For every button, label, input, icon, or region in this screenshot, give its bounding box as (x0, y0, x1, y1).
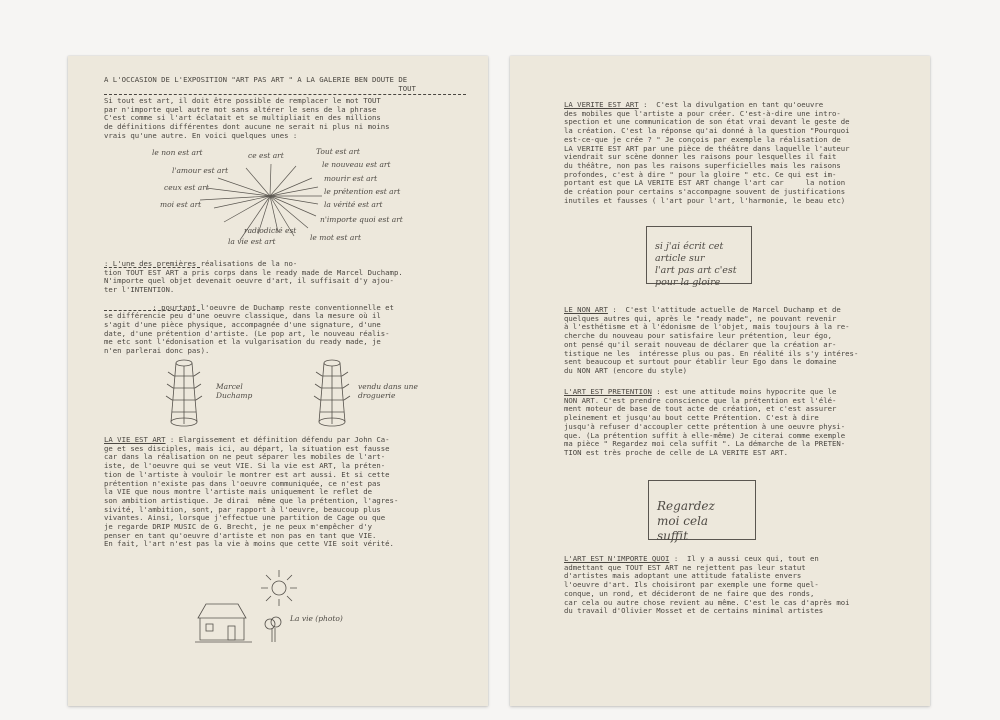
tout-est-art-paragraph: : L'une des premières réalisations de la no- tion TOUT EST ART a pris corps dans le ready made de Marcel Duchamp. N'importe quel objet devenait oeuvre d'art, il suffisait d'y ajou- ter l'INTENTION. : pourtant l'oeuvre de Duchamp reste conventionnelle et se différencie peu d'une oeuvre classique, dans la mesure où il s'agit d'une pièce physique, accompagnée d'une signature, d'une date, d'une prétention d'artiste. (Le pop art, le nouveau réalis- me etc sont l'édonisation et la vulgarisation du ready made, je n'en parlerai donc pas). (104, 259, 403, 356)
header-text: A L'OCCASION DE L'EXPOSITION "ART PAS ART " A LA GALERIE BEN DOUTE DE TOUT (104, 75, 416, 93)
label-mourir-est-art: mourir est art (324, 174, 378, 183)
label-tout-est-art: Tout est art (316, 147, 360, 156)
la-vie-photo-label: La vie (photo) (290, 614, 343, 623)
label-nimporte-quoi-est-art: n'importe quoi est art (320, 215, 403, 224)
label-mot-est-art: le mot est art (310, 233, 362, 242)
non-art-heading: LE NON ART (564, 305, 608, 314)
verite-handwritten-box (646, 226, 752, 288)
non-art-paragraph (564, 306, 858, 376)
left-page (68, 56, 488, 706)
la-vie-heading: LA VIE EST ART (104, 435, 166, 444)
label-vie-est-art: la vie est art (228, 237, 276, 246)
label-moi-est-art: moi est art (160, 200, 202, 209)
verite-heading: LA VERITE EST ART (564, 100, 639, 109)
intro-paragraph: Si tout est art, il doit être possible de remplacer le mot TOUT par n'importe quel autre mot sans altérer le sens de la phrase C'est comme si l'art éclatait et se multipliait en des millions de définitions différentes dont aucune ne serait ni plus ni moins vrais qu'une autre. En voici quelques unes : (104, 96, 390, 140)
la-vie-text: : Elargissement et définition défendu par John Ca- ge et ses disciples, mais ici, au départ, la situation est fausse car dans la réalisation on ne peut séparer les mobiles de l'art- iste, de l'oeuvre qui se veut VIE. Si la vie est ART, la préten- tion de l'artiste à vouloir le montrer est art aussi. Et si cette prétention n'existe pas dans l'oeuvre communiquée, ce n'est pas la VIE que nous montre l'artiste mais uniquement le reflet de son ambition artistique. Je dirai même que la prétention, l'agres- sivité, l'ambition, sont, par rapport à l'oeuvre, beaucoup plus vivantes. Ainsi, lorsque j'effectue une partition de Cage ou que je regarde DRIP MUSIC de G. Brecht, je ne peux m'empêcher d'y penser en tant qu'oeuvre d'artiste et non pas en tant que VIE. En fait, l'art n'est pas la vie à moins que cette VIE soit vérité. (104, 435, 399, 549)
bottle-rack-sketch-2 (312, 358, 352, 428)
pretention-text: : est une attitude moins hypocrite que le NON ART. C'est prendre conscience que la prétention est l'élé- ment moteur de base de tout acte de création, et c'est assurer pleinement et jusqu'au bout cette Prétention. C'est à dire jusqu'à refuser d'accoupler cette prétention à une oeuvre physi- que. (La prétention suffit à elle-même) Je citerai comme exemple ma pièce " Regardez moi cela suffit ". La démarche de la PRETEN- TION est très proche de celle de LA VERITE EST ART. (564, 387, 846, 457)
nimporte-heading: L'ART EST N'IMPORTE QUOI (564, 554, 670, 563)
label-ego-est-art: ce est art (248, 151, 284, 160)
pretention-paragraph (564, 388, 845, 458)
right-page (510, 56, 930, 706)
label-ceux-est-art: ceux est art (164, 183, 209, 192)
nimporte-paragraph (564, 555, 850, 616)
nimporte-text: : Il y a aussi ceux qui, tout en admettant que TOUT EST ART ne rejettent pas leur statut d'artistes mais adoptant une attitude fataliste envers l'oeuvre d'art. Ils choisiront par exemple une forme quel- conque, un rond, et décideront de ne faire que des ronds, car cela ou autre chose revient au même. C'est le cas d'après moi du travail d'Olivier Mosset et de certains minimal artistes (564, 554, 850, 616)
bottle-rack-sketch-1 (164, 358, 204, 428)
label-nouveau-est-art: le nouveau est art (322, 160, 391, 169)
verite-text: : C'est la divulgation en tant qu'oeuvre des mobiles que l'artiste a pour créer. C'est-à-dire une intro- spection et une communication de son état vrai devant le geste de la création. C'est la réponse qu'ai donné à la question "Pourquoi est-ce-que je crée ? " Je conçois par exemple la réalisation de LA VERITE EST ART par une pièce de théâtre dans laquelle l'auteur viendrait sur scène donner les raisons pour lesquelles il fait du théâtre, non pas les raisons superficielles mais les raisons profondes, c'est à dire " pour la gloire " etc. Ce qui est im- portant est que LA VERITE EST ART change l'art car la notion de création pour certains s'accompagne souvent de justifications inutiles et fausses ( l'art pour l'art, l'harmonie, le beau etc) (564, 100, 850, 205)
verite-box-text: si j'ai écrit cet article sur l'art pas art c'est pour la gloire (655, 240, 737, 288)
regardez-box-text: Regardez moi cela suffit (657, 499, 715, 543)
label-non-est-art: le non est art (152, 148, 203, 157)
label-verite-est-art: la vérité est art (324, 200, 383, 209)
verite-paragraph (564, 101, 850, 205)
starburst-diagram (68, 56, 488, 196)
pretention-heading: L'ART EST PRETENTION (564, 387, 652, 396)
sketch-label-droguerie: vendu dans une droguerie (358, 381, 418, 400)
label-amour-est-art: l'amour est art (172, 166, 229, 175)
label-pretention-est-art: le prétention est art (324, 187, 401, 196)
sketch-label-marcel-duchamp: Marcel Duchamp (216, 381, 253, 400)
non-art-text: : C'est l'attitude actuelle de Marcel Duchamp et de quelques autres qui, après le "ready made", ne pouvant revenir à l'esthétisme et à l'édonisme de l'objet, mais toujours à la re- cherche du nouveau pour satisfaire leur prétention, leur égo, ont pensé qu'il serait nouveau de déclarer que la création ar- tistique ne les intéresse plus ou pas. En réalité ils s'y intéres- sent beaucoup et surtout pour établir leur Ego dans le domaine du NON ART (encore du style) (564, 305, 859, 375)
regardez-handwritten-box (648, 480, 756, 543)
la-vie-est-art-paragraph (104, 436, 398, 549)
label-radiodicte-est: radiodicté est (244, 226, 297, 235)
